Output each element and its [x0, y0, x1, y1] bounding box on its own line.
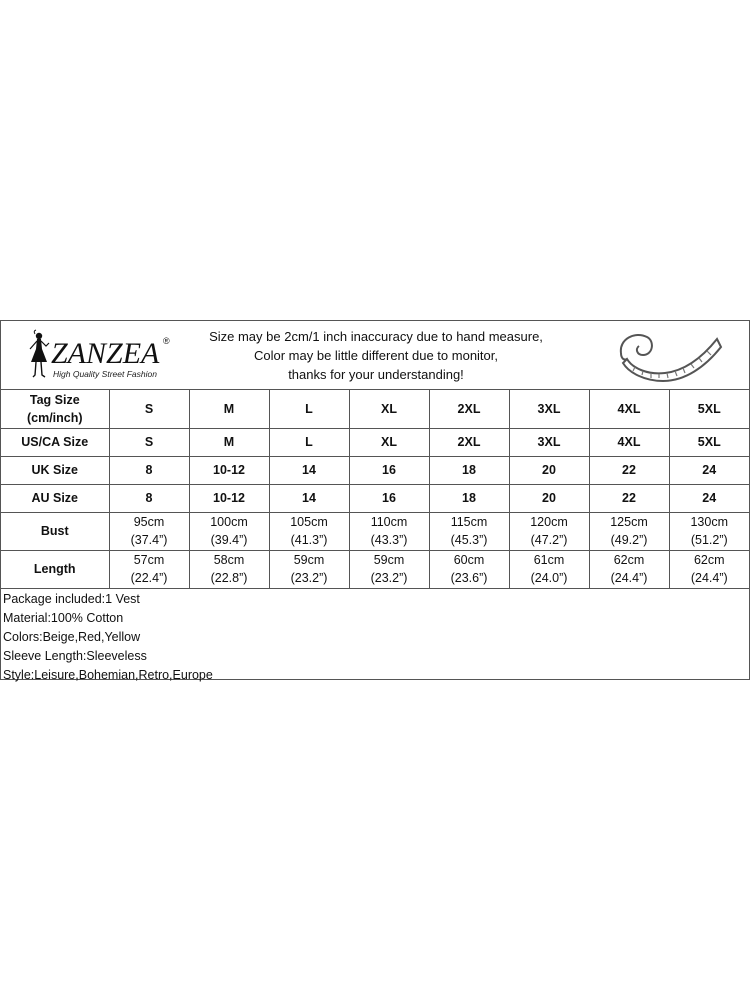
table-cell: 8 [109, 484, 189, 512]
cell-cm: 62cm [693, 553, 725, 567]
table-cell [109, 550, 189, 588]
cell-cm: 57cm [133, 553, 165, 567]
table-cell: M [189, 390, 269, 428]
table-cell [349, 512, 429, 550]
cell-cm: 62cm [613, 553, 645, 567]
table-cell: 18 [429, 484, 509, 512]
measurement-notice [191, 327, 561, 384]
cell-inch: (51.2”) [690, 533, 728, 547]
detail-colors: Colors:Beige,Red,Yellow [3, 630, 141, 644]
cell-inch: (47.2”) [530, 533, 568, 547]
notice-line: thanks for your understanding! [288, 367, 464, 382]
table-cell [109, 512, 189, 550]
detail-material: Material:100% Cotton [3, 611, 124, 625]
cell-cm: 59cm [293, 553, 325, 567]
registered-mark: ® [163, 336, 170, 346]
table-row [1, 456, 749, 484]
cell-inch: (43.3”) [370, 533, 408, 547]
table-cell: M [189, 428, 269, 456]
cell-inch: (22.4”) [130, 571, 168, 585]
table-cell: S [109, 428, 189, 456]
table-cell: 14 [269, 484, 349, 512]
size-chart-header [1, 321, 749, 390]
cell-cm: 115cm [450, 515, 488, 529]
table-cell: 3XL [509, 428, 589, 456]
row-header-tag-size [1, 390, 109, 428]
measuring-tape-icon [613, 325, 725, 385]
table-cell [509, 550, 589, 588]
cell-inch: (23.2”) [290, 571, 328, 585]
table-cell: XL [349, 390, 429, 428]
row-header-uk-size: UK Size [1, 456, 109, 484]
cell-inch: (41.3”) [290, 533, 328, 547]
table-cell [189, 550, 269, 588]
table-cell: 10-12 [189, 456, 269, 484]
table-cell [269, 512, 349, 550]
cell-inch: (24.4”) [610, 571, 648, 585]
table-cell: 10-12 [189, 484, 269, 512]
notice-line: Color may be little different due to monitor, [254, 348, 498, 363]
table-row [1, 428, 749, 456]
table-cell: 16 [349, 484, 429, 512]
table-cell [589, 512, 669, 550]
table-cell: 5XL [669, 390, 749, 428]
cell-cm: 110cm [370, 515, 408, 529]
table-cell [269, 550, 349, 588]
brand-tagline: High Quality Street Fashion [53, 369, 157, 379]
cell-cm: 61cm [533, 553, 565, 567]
row-header-bust: Bust [1, 512, 109, 550]
table-cell: 16 [349, 456, 429, 484]
row-header-length: Length [1, 550, 109, 588]
table-cell: XL [349, 428, 429, 456]
detail-package: Package included:1 Vest [3, 592, 140, 606]
table-cell: 24 [669, 456, 749, 484]
table-cell: S [109, 390, 189, 428]
table-cell: 4XL [589, 390, 669, 428]
cell-cm: 95cm [133, 515, 165, 529]
cell-cm: 130cm [690, 515, 729, 529]
table-cell: 5XL [669, 428, 749, 456]
cell-inch: (37.4”) [130, 533, 168, 547]
table-cell: 24 [669, 484, 749, 512]
table-cell [189, 512, 269, 550]
table-cell: 20 [509, 456, 589, 484]
row-header-line: Tag Size [29, 392, 80, 407]
cell-cm: 58cm [213, 553, 245, 567]
table-cell: L [269, 390, 349, 428]
row-header-us-ca-size: US/CA Size [1, 428, 109, 456]
cell-cm: 120cm [530, 515, 568, 529]
product-details [1, 588, 749, 685]
table-cell [669, 550, 749, 588]
notice-line: Size may be 2cm/1 inch inaccuracy due to hand measure, [209, 329, 543, 344]
cell-inch: (23.6”) [450, 571, 488, 585]
cell-cm: 59cm [373, 553, 405, 567]
cell-inch: (22.8”) [210, 571, 248, 585]
table-cell [509, 512, 589, 550]
detail-style: Style:Leisure,Bohemian,Retro,Europe [3, 668, 213, 682]
brand-logo [25, 329, 185, 385]
cell-inch: (45.3”) [450, 533, 488, 547]
table-cell [589, 550, 669, 588]
table-cell: 2XL [429, 390, 509, 428]
row-header-au-size: AU Size [1, 484, 109, 512]
cell-inch: (24.4”) [690, 571, 728, 585]
table-cell: 4XL [589, 428, 669, 456]
brand-name: ZANZEA [51, 337, 160, 370]
fashion-figure-icon [25, 329, 51, 379]
table-cell: 22 [589, 456, 669, 484]
table-cell: 20 [509, 484, 589, 512]
table-row [1, 390, 749, 428]
cell-inch: (23.2”) [370, 571, 408, 585]
table-row [1, 484, 749, 512]
table-cell: 22 [589, 484, 669, 512]
cell-cm: 105cm [290, 515, 328, 529]
table-cell: 18 [429, 456, 509, 484]
table-cell [349, 550, 429, 588]
cell-cm: 60cm [453, 553, 485, 567]
cell-inch: (49.2”) [610, 533, 648, 547]
table-cell: L [269, 428, 349, 456]
table-cell: 8 [109, 456, 189, 484]
detail-sleeve-length: Sleeve Length:Sleeveless [3, 649, 147, 663]
table-cell: 14 [269, 456, 349, 484]
cell-cm: 125cm [610, 515, 648, 529]
table-cell [429, 550, 509, 588]
table-cell: 3XL [509, 390, 589, 428]
table-cell [669, 512, 749, 550]
size-table [1, 390, 749, 589]
table-cell: 2XL [429, 428, 509, 456]
table-cell [429, 512, 509, 550]
cell-cm: 100cm [210, 515, 248, 529]
table-row [1, 550, 749, 588]
row-header-line: (cm/inch) [26, 410, 83, 425]
cell-inch: (24.0”) [530, 571, 568, 585]
size-chart-sheet [0, 320, 750, 680]
cell-inch: (39.4”) [210, 533, 248, 547]
table-row [1, 512, 749, 550]
